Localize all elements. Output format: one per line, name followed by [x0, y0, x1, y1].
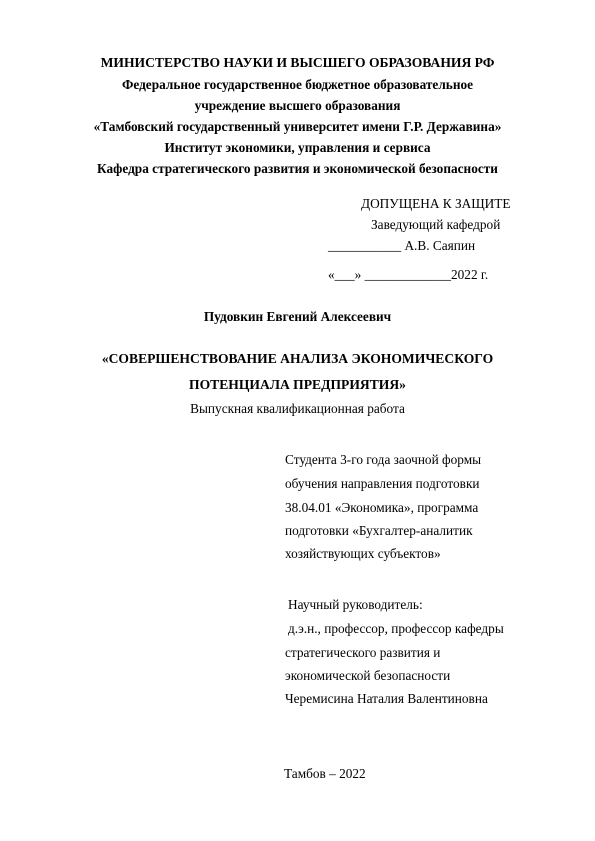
approval-date-line: «___» _____________2022 г. — [328, 267, 489, 282]
student-info-line: обучения направления подготовки — [285, 476, 480, 491]
institution-line-1: Федеральное государственное бюджетное образовательное — [121, 77, 474, 92]
student-info-line: 38.04.01 «Экономика», программа — [285, 500, 479, 515]
department-name: Кафедра стратегического развития и экономической безопасности — [97, 161, 498, 176]
supervisor-info-line: д.э.н., профессор, профессор кафедры — [288, 621, 504, 636]
approval-signature-line: ___________ А.В. Саяпин — [328, 238, 476, 253]
thesis-title-line-1: «СОВЕРШЕНСТВОВАНИЕ АНАЛИЗА ЭКОНОМИЧЕСКОГО — [101, 351, 494, 366]
approval-title: ДОПУЩЕНА К ЗАЩИТЕ — [361, 196, 511, 211]
thesis-title-line-2: ПОТЕНЦИАЛА ПРЕДПРИЯТИЯ» — [189, 377, 406, 392]
supervisor-label: Научный руководитель: — [288, 597, 423, 612]
city-year: Тамбов – 2022 — [284, 766, 366, 781]
thesis-type: Выпускная квалификационная работа — [190, 401, 405, 416]
ministry-heading: МИНИСТЕРСТВО НАУКИ И ВЫСШЕГО ОБРАЗОВАНИЯ РФ — [100, 55, 495, 70]
student-info-line: хозяйствующих субъектов» — [285, 546, 441, 561]
author-name: Пудовкин Евгений Алексеевич — [203, 309, 392, 324]
student-info-line: подготовки «Бухгалтер-аналитик — [285, 523, 473, 538]
student-info-line: Студента 3-го года заочной формы — [285, 452, 482, 467]
institution-line-2: учреждение высшего образования — [194, 98, 401, 113]
university-name: «Тамбовский государственный университет имени Г.Р. Державина» — [93, 119, 502, 134]
supervisor-name: Черемисина Наталия Валентиновна — [285, 691, 488, 706]
supervisor-info-line: стратегического развития и — [285, 645, 441, 660]
supervisor-info-line: экономической безопасности — [285, 668, 451, 683]
institute-name: Институт экономики, управления и сервиса — [164, 140, 431, 155]
approval-position: Заведующий кафедрой — [371, 217, 501, 232]
